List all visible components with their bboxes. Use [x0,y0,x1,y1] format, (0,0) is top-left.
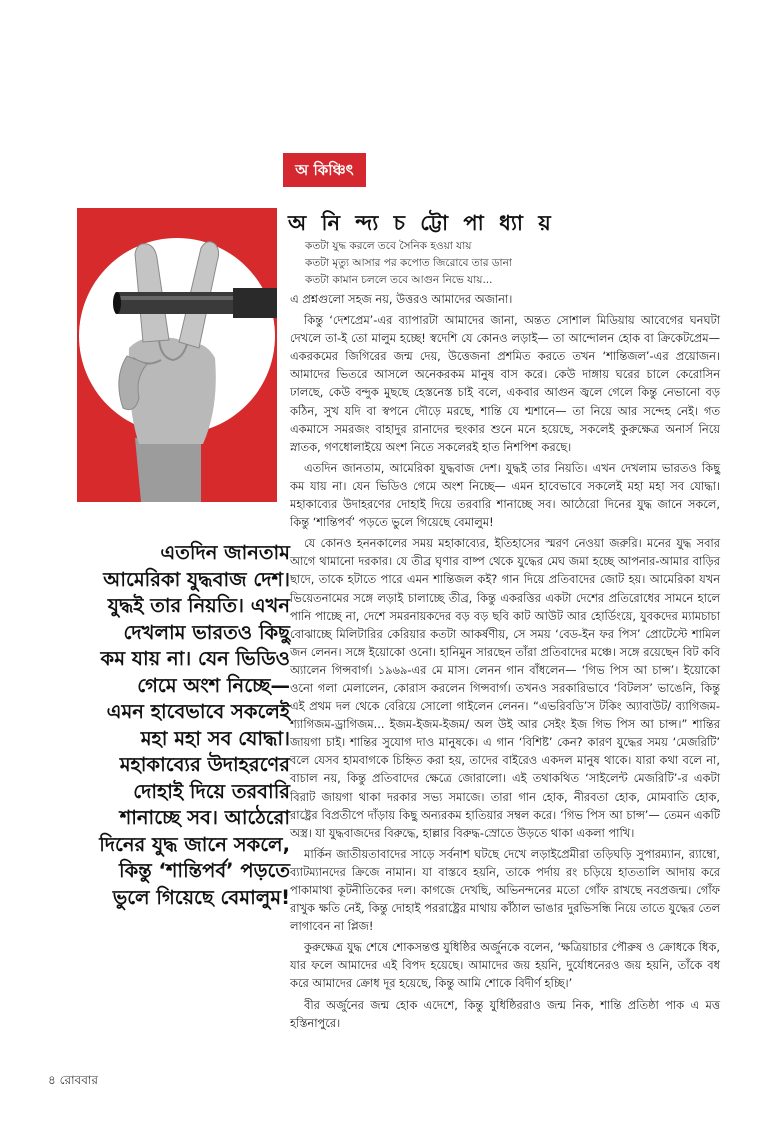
body-paragraph: বীর অর্জুনের জন্ম হোক এদেশে, কিন্তু যুধিষ্ঠিররাও জন্ম নিক, শান্তি প্রতিষ্ঠা পাক এ মত্ত হস্তিনাপুরে। [290,997,720,1030]
poem-line: কতটা কামান চললে তবে আগুন নিভে যায়... [305,274,493,286]
pull-quote-line: কম যায় না। যেন ভিডিও [100,647,290,670]
pull-quote-line: দিনের যুদ্ধ জানে সকলে, [99,832,290,856]
pull-quote-line: মহাকাব্যের উদাহরণের [119,753,290,776]
poem-line: কতটা মৃত্যু আসার পর কপোত জিরোবে তার ডানা [305,257,512,269]
pull-quote-line: এমন হাবেভাবে সকলেই [106,700,290,723]
article-body [290,290,720,1035]
pull-quote-line: দেখলাম ভারতও কিছু [123,620,290,644]
body-paragraph: যে কোনও হননকালের সময় মহাকাব্যের, ইতিহাসের স্মরণ নেওয়া জরুরি। মনের যুদ্ধ সবার আগে থামানো দরকার। যে তীব্র ঘৃণার বাষ্প থেকে যুদ্ধের মেঘ জমা হচ্ছে আপনার-আমার বাড়ির ছাদে, তাকে হটাতে পারে এমন শান্তিজল কই? গান দিয়ে প্রতিবাদের জোট হয়। আমেরিকা যখন ভিয়েতনামের সঙ্গে লড়াই চালাচ্ছে তীব্র, কিন্তু একরত্তির একটা দেশের প্রতিরোধের সামনে হালে পানি পাচ্ছে না, দেশে সমরনায়কদের বড় বড় ছবি কাট আউট আর হোর্ডিংয়ে, যুবকদের ম্যামচাচা বোঝাচ্ছে মিলিটারির কেরিয়ার কতটা আকর্ষণীয়, সে সময় ‘বেড-ইন ফর পিস’ প্রোটেস্টে শামিল জন লেনন। সঙ্গে ইয়োকো ওনো। হানিমুন সারছেন তাঁরা প্রতিবাদের মঞ্চে। সঙ্গে রয়েছেন বিট কবি অ্যালেন গিন্সবার্গ। ১৯৬৯-এর মে মাস। লেনন গান বাঁধলেন— ‘গিভ পিস আ চান্স’। ইয়োকো ওনো গলা মেলালেন, কোরাস করলেন গিন্সবার্গ। তখনও সরকারিভাবে ‘বিটলস’ ভাঙেনি, কিন্তু এই প্রথম দল থেকে বেরিয়ে সোলো গাইলেন লেনন। “এভরিবডি’স টকিং অ্যাবাউট/ ব্যাগিজম-শ্যাগিজম-ড্রাগিজম... ইজম-ইজম-ইজম/ অল উই আর সেইং ইজ গিভ পিস আ চান্স।” শান্তির জায়গা চাই। শান্তির সুযোগ দাও মানুষকে। এ গান ‘বিশিষ্ট’ কেন? কারণ যুদ্ধের সময় ‘মেজরিটি’ বলে যেসব হামবাগকে চিহ্নিত করা হয়, তাদের বাইরেও একদল মানুষ থাকে। যারা কথা বলে না, বাচাল নয়, কিন্তু প্রতিবাদের ক্ষেত্রে জোরালো। এই তথাকথিত ‘সাইলেন্ট মেজরিটি’-র একটা বিরাট জায়গা থাকা দরকার সভ্য সমাজে। তারা গান হোক, নীরবতা হোক, মোমবাতি হোক, রাষ্ট্রের বিপ্রতীপে দাঁড়ায় কিছু অন্যরকম হাতিয়ার সম্বল করে। ‘গিভ পিস আ চান্স’— তেমন একটি অস্ত্র। যা যুদ্ধবাজদের বিরুদ্ধে, হাল্লার বিরুদ্ধ-স্রোতে উড়তে থাকা একলা পাখি। [290,536,720,840]
body-paragraph: এতদিন জানতাম, আমেরিকা যুদ্ধবাজ দেশ। যুদ্ধই তার নিয়তি। এখন দেখলাম ভারতও কিছু কম যায় না। যেন ভিডিও গেমে অংশ নিচ্ছে— এমন হাবেভাবে সকলেই মহা মহা সব যোদ্ধা। মহাকাব্যের উদাহরণের দোহাই দিয়ে তরবারি শানাচ্ছে সব। আঠেরো দিনের যুদ্ধ জানে সকলে, কিন্তু ‘শান্তিপর্ব’ পড়তে ভুলে গিয়েছে বেমালুম! [290,460,720,530]
column-badge: অ কিঞ্চিৎ [283,153,366,187]
pull-quote-line: যুদ্ধই তার নিয়তি। এখন [107,594,290,617]
peace-sign-photo [77,208,277,502]
epigraph-poem [305,238,512,289]
pull-quote-line: এতদিন জানতাম [160,541,290,564]
author-name: অ নি ন্দ্য চ ট্টো পা ধ্যা য় [288,211,555,235]
poem-line: কতটা যুদ্ধ করলে তবে সৈনিক হওয়া যায় [305,240,472,252]
body-paragraph: কিন্তু ‘দেশপ্রেম’-এর ব্যাপারটা আমাদের জানা, অন্তত সোশাল মিডিয়ায় আবেগের ঘনঘটা দেখলে তা-ই তো মালুম হচ্ছে! স্বদেশি যে কোনও লড়াই— তা আন্দোলন হোক বা ক্রিকেটপ্রেম— একরকমের জিগিরের জন্ম দেয়, উত্তেজনা প্রশমিত করতে তখন ‘শান্তিজল’-এর প্রয়োজন। আমাদের ভিতরে আসলে অনেকরকম মানুষ বাস করে। কেউ দাঙ্গায় ঘরের চালে কেরোসিন ঢালছে, কেউ বন্দুক মুছছে হেস্তনেস্ত চাই বলে, একবার আগুন জ্বলে গেলে কিন্তু নেভানো বড় কঠিন, সুখ যদি বা স্বপনে দৌড়ে মরছে, শান্তি যে শ্মশানে— তা নিয়ে আর সন্দেহ নেই। গত একমাসে সমরজং বাহাদুর রানাদের হুংকার শুনে মনে হয়েছে, সকলেই কুরুক্ষেত্র অনার্স নিয়ে স্নাতক, গণধোলাইয়ে অংশ নিতে সকলেরই হাত নিশপিশ করছে। [290,313,720,454]
pull-quote-line: শানাচ্ছে সব। আঠেরো [119,806,290,829]
body-paragraph: এ প্রশ্নগুলো সহজ নয়, উত্তরও আমাদের অজানা। [290,292,513,306]
pull-quote-line: আমেরিকা যুদ্ধবাজ দেশ। [103,567,290,591]
body-paragraph: মার্কিন জাতীয়তাবাদের সাড়ে সর্বনাশ ঘটছে দেখে লড়াইপ্রেমীরা তড়িঘড়ি সুপারম্যান, র‍্যাম্বো, ব্যাটম্যানদের ক্রিজে নামান। যা বাস্তবে হয়নি, তাকে পর্দায় রং চড়িয়ে হাততালি আদায় করে পাকামাথা কূটনীতিকের দল। কাগজে দেখছি, অভিনন্দনের মতো গোঁফ রাখছে নবপ্রজন্ম। গোঁফ রাখুক ক্ষতি নেই, কিন্তু দোহাই পররাষ্ট্রের মাথায় কাঁঠাল ভাঙার দুরভিসন্ধি নিয়ে তাতে যুদ্ধের তেল লাগাবেন না প্লিজ! [290,846,720,934]
pull-quote-line: ভুলে গিয়েছে বেমালুম! [112,885,290,909]
pull-quote [78,540,290,911]
pull-quote-line: মহা মহা সব যোদ্ধা। [140,726,290,750]
body-paragraph: কুরুক্ষেত্র যুদ্ধ শেষে শোকসন্তপ্ত যুধিষ্ঠির অর্জুনকে বলেন, ‘ক্ষত্রিয়াচার পৌরুষ ও ক্রোধকে ধিক, যার ফলে আমাদের এই বিপদ হয়েছে। আমাদের জয় হয়নি, দুর্যোধনেরও জয় হয়নি, তাঁকে বধ করে আমাদের ক্রোধ দূর হয়েছে, কিন্তু আমি শোকে বিদীর্ণ হচ্ছি।’ [290,940,720,991]
pull-quote-line: দোহাই দিয়ে তরবারি [133,779,290,803]
peace-hand-gun-illustration [77,208,277,502]
page-footer: ৪ রোববার [48,1073,98,1087]
pull-quote-line: গেমে অংশ নিচ্ছে— [137,673,290,697]
pull-quote-line: কিন্তু ‘শান্তিপর্ব’ পড়তে [119,859,290,882]
